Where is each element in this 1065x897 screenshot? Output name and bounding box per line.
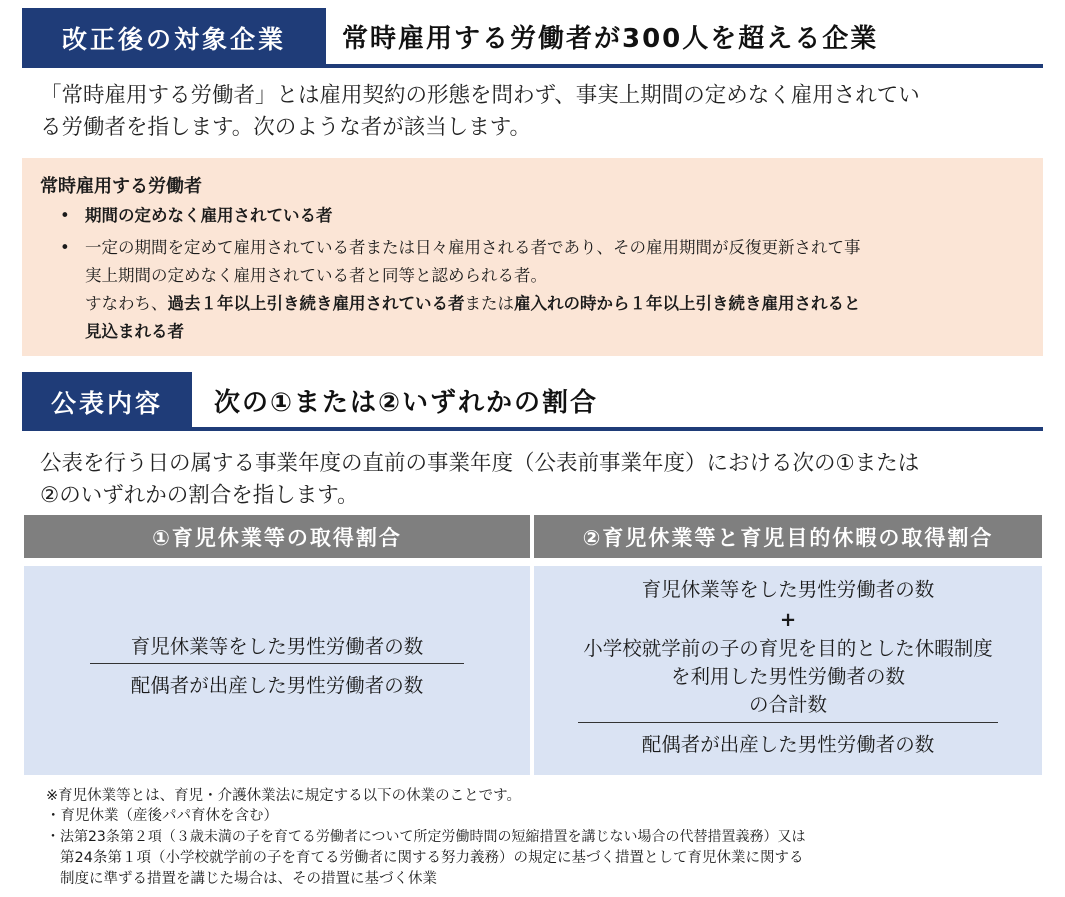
emphasis-text: 見込まれる者 [85,322,184,341]
table-cell-col2 [534,566,1042,775]
col1-denominator: 配偶者が出産した男性労働者の数 [130,674,424,697]
intro-line: 「常時雇用する労働者」とは雇用契約の形態を問わず、事実上期間の定めなく雇用されてい [40,83,920,108]
table-header-col1: ①育児休業等の取得割合 [24,515,530,558]
definition-box-title: 常時雇用する労働者 [40,176,202,197]
section-underline [22,427,1043,431]
fraction-line [90,663,464,664]
section-underline [22,64,1043,68]
section-label-publication: 公表内容 [22,372,192,431]
col2-numerator-line: の合計数 [748,693,827,716]
intro-line: る労働者を指します。次のような者が該当します。 [40,115,532,140]
table-header-col2: ②育児休業等と育児目的休暇の取得割合 [534,515,1042,558]
intro-line: ②のいずれかの割合を指します。 [40,483,359,508]
list-item-text: 期間の定めなく雇用されている者 [85,206,333,225]
footnote: 制度に準ずる措置を講じた場合は、その措置に基づく休業 [60,871,437,887]
emphasis-text: 過去１年以上引き続き雇用されている者 [167,294,465,313]
col2-numerator-line: を利用した男性労働者の数 [670,665,905,688]
bullet-icon: • [60,206,70,225]
col2-numerator-line: 小学校就学前の子の育児を目的とした休暇制度 [583,637,993,660]
table-cell-col1 [24,566,530,775]
list-item-text: 一定の期間を定めて雇用されている者または日々雇用される者であり、その雇用期間が反復更新されて事 [85,238,861,257]
col2-numerator-line: 育児休業等をした男性労働者の数 [641,578,935,601]
text-span: すなわち、 [85,294,168,313]
col2-denominator: 配偶者が出産した男性労働者の数 [641,733,935,756]
footnote: ・法第23条第２項（３歳未満の子を育てる労働者について所定労働時間の短縮措置を講じない場合の代替措置義務）又は [46,829,806,845]
list-item [60,234,1050,346]
footnote: 第24条第１項（小学校就学前の子を育てる労働者に関する努力義務）の規定に基づく措置として育児休業に関する [60,850,804,866]
emphasis-text: 雇入れの時から１年以上引き続き雇用されると [514,294,861,313]
section-title-target-company: 常時雇用する労働者が300人を超える企業 [342,24,879,54]
col1-numerator: 育児休業等をした男性労働者の数 [130,635,424,658]
intro-paragraph-1 [40,80,1050,144]
section-title-publication: 次の①または②いずれかの割合 [214,388,599,418]
plus-sign: + [779,608,797,631]
list-item-text: 実上期間の定めなく雇用されている者と同等と認められる者。 [85,266,547,285]
list-item-text [85,290,861,318]
text-span: または [464,294,514,313]
intro-paragraph-2 [40,448,1050,512]
section-label-target-company: 改正後の対象企業 [22,8,326,67]
intro-line: 公表を行う日の属する事業年度の直前の事業年度（公表前事業年度）における次の①または [40,451,920,476]
list-item [60,202,1040,230]
footnote: ・育児休業（産後パパ育休を含む） [46,808,278,824]
footnote: ※育児休業等とは、育児・介護休業法に規定する以下の休業のことです。 [46,788,521,804]
fraction-line [578,722,998,723]
bullet-icon: • [60,238,70,257]
definition-box [22,158,1043,356]
